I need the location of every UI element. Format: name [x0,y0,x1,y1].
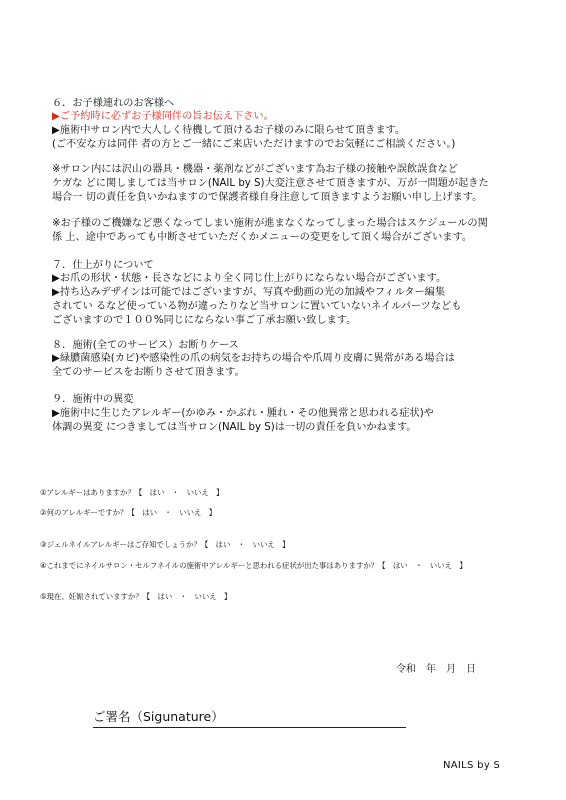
section-7-heading: ７．仕上がりについて [52,260,154,271]
signature-line[interactable] [93,727,406,728]
question-allergy-type[interactable]: ②何のアレルギーですか？【 はい ・ いいえ 】 [40,508,217,517]
section-6-line: ※お子様のご機嫌など悪くなってしまい施術が進まなくなってしまった場合はスケジュールの関 [52,218,488,229]
date-field[interactable]: 令和 年 月 日 [396,664,476,675]
question-pregnancy[interactable]: ⑤現在、妊娠されていますか？【 はい ・ いいえ 】 [40,592,232,601]
section-9-line: ▶施術中に生じたアレルギー(かゆみ・かぶれ・腫れ・その他異常と思われる症状)や [52,408,434,419]
section-8-line: 全てのサービスをお断りさせて頂きます。 [52,367,245,378]
section-8-line: ▶緑膿菌感染(カビ)や感染性の爪の病気をお持ちの場合や爪周り皮膚に異常がある場合は [52,353,455,364]
question-allergy[interactable]: ①アレルギーはありますか？【 はい ・ いいえ 】 [40,488,224,497]
section-7-line: されてい るなど使っている物が違ったりなど当サロンに置いていないネイルパーツなども [52,301,462,312]
section-6-line: ケガな どに関しましては当サロン(NAIL by S)大変注意させて頂きますが、万が一問題が起きた [52,178,489,189]
section-9-heading: ９．施術中の異変 [52,394,134,405]
section-6-line: (ご不安な方は同伴 者の方とご一緒にご来店いただけますのでお気軽にご相談ください。) [52,139,456,150]
section-7-line: ございますので１００%同じにならない事ご了承お願い致します。 [52,315,357,326]
section-6-line: 場合一 切の責任を負いかねますので保護者様自身注意して頂きますようお願い申し上げます。 [52,192,483,203]
brand-name: NAILS by S [443,760,501,771]
question-gel-allergy[interactable]: ③ジェルネイルアレルギーはご存知でしょうか？【 はい ・ いいえ 】 [40,540,290,549]
section-6-line: 係 上、途中であっても中断させていただくかメニューの変更をして頂く場合がございます。 [52,232,473,243]
section-8-heading: ８．施術(全てのサービス）お断りケース [52,340,239,351]
question-past-symptoms[interactable]: ④これまでにネイルサロン・セルフネイルの施術中アレルギーと思われる症状が出た事はありますか？【 はい ・ いいえ 】 [40,561,467,570]
section-6-heading: ６．お子様連れのお客様へ [52,98,175,109]
section-7-line: ▶お爪の形状・状態・長さなどにより全く同じ仕上がりにならない場合がございます。 [52,273,447,284]
section-6-line: ▶施術中サロン内で大人しく待機して頂けるお子様のみに限らせて頂きます。 [52,125,406,136]
section-7-line: ▶持ち込みデザインは可能ではございますが、写真や動画の光の加減やフィルター編集 [52,287,446,298]
section-6-line: ※サロン内には沢山の器具・機器・薬剤などがございます為お子様の接触や誤飲誤食など [52,164,458,175]
section-9-line: 体調の異変 につきましては当サロン(NAIL by S)は一切の責任を負いかねます。 [52,422,417,433]
signature-label: ご署名（Sigunature） [93,709,224,724]
section-6-notice-red: ▶ご予約時に必ずお子様同伴の旨お伝え下さい。 [52,111,274,122]
